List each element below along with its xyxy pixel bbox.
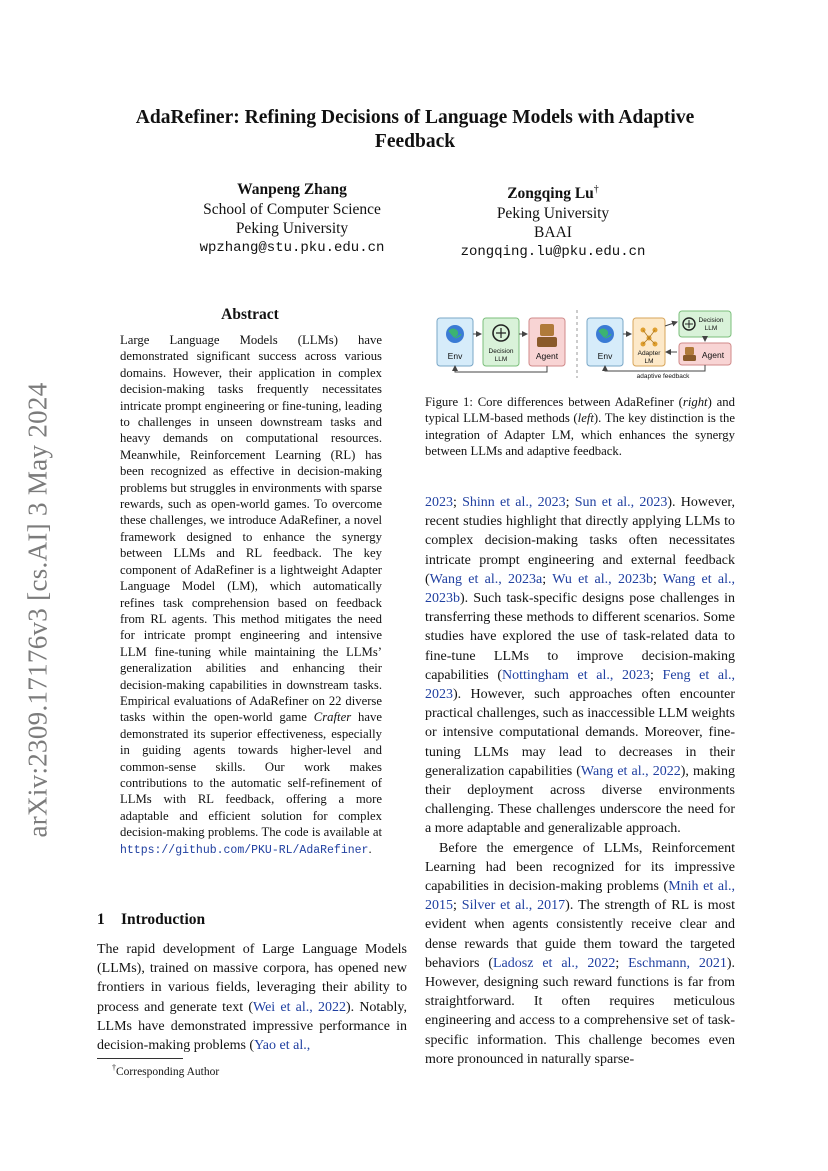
citation-link[interactable]: Wang et al., 2022	[580, 763, 681, 779]
agent-node-left	[529, 318, 565, 366]
svg-text:LLM: LLM	[704, 325, 718, 332]
text-segment: ;	[542, 571, 553, 587]
author-block-1	[162, 180, 422, 258]
svg-text:Agent: Agent	[701, 350, 725, 360]
footnote: †Corresponding Author	[112, 1063, 220, 1078]
section-heading-introduction: 1 Introduction	[97, 911, 206, 928]
decision-llm-node-right	[679, 311, 731, 337]
adaptive-feedback-label: adaptive feedback	[636, 373, 690, 380]
citation-link[interactable]: Shinn et al., 2023	[462, 495, 566, 510]
citation-link[interactable]: Nottingham et al., 2023	[502, 667, 651, 683]
code-url-link[interactable]: https://github.com/PKU-RL/AdaRefiner	[120, 843, 369, 857]
env-node-left	[437, 318, 473, 366]
decision-llm-node-left	[483, 318, 519, 366]
figure-1-caption: Figure 1: Core differences between AdaRefiner (right) and typical LLM-based methods (left). The key distinction is the integration of Adapter LM, which enhances the synergy between LLMs and adaptive feedback.	[425, 395, 736, 459]
text-segment: ). However, such approaches often encounter practical challenges, such as inaccessible LLM weights or intensive computational demands. Moreover, fine-tuning LLMs may lead to decreases in their generalization capabilities (	[425, 687, 735, 779]
svg-text:Env: Env	[597, 351, 613, 361]
citation-link[interactable]: Mnih et al., 2015	[425, 879, 736, 914]
author-affiliation: Peking University	[235, 220, 349, 237]
svg-text:Decision: Decision	[488, 348, 514, 355]
author-name: Zongqing Lu†	[507, 184, 599, 203]
corresponding-mark: †	[593, 184, 599, 195]
citation-link[interactable]: Sun et al., 2023	[574, 495, 668, 510]
text-segment: ;	[565, 495, 575, 510]
author-email[interactable]: wpzhang@stu.pku.edu.cn	[199, 239, 385, 256]
citation-link[interactable]: Wu et al., 2023b	[552, 571, 653, 587]
text-segment: ). However, recent studies highlight that directly applying LLMs to complex decision-making tasks often necessitates intricate prompt engineering and external feedback (	[425, 495, 736, 587]
svg-text:LM: LM	[644, 358, 654, 365]
text-segment: ;	[453, 898, 462, 914]
citation-link[interactable]: Silver et al., 2017	[461, 898, 566, 914]
introduction-text: The rapid development of Large Language Models (LLMs), trained on massive corpora, has opened new frontiers in various fields, leveraging their ability to process and generate text (Wei et al., 2022). Notably, LLMs have demonstrated impressive performance in decision-making problems (Yao et al.,	[97, 942, 408, 1054]
author-email[interactable]: zongqing.lu@pku.edu.cn	[460, 243, 646, 260]
adapter-lm-node	[633, 318, 665, 366]
paragraph	[425, 493, 735, 839]
author-name: Wanpeng Zhang	[237, 181, 347, 198]
text-segment: ). The strength of RL is most evident when agents consistently receive clear and dense rewards that guide them toward the targeted behaviors (	[425, 898, 735, 971]
agent-node-right	[679, 343, 731, 365]
svg-text:Adapter: Adapter	[637, 350, 661, 357]
author-affiliation: School of Computer Science	[203, 200, 381, 218]
citation-link[interactable]: 2023	[425, 495, 453, 510]
author-affiliation: BAAI	[534, 224, 572, 242]
citation-link[interactable]: Wang et al., 2023a	[429, 571, 543, 587]
agent-label: Agent	[535, 351, 559, 361]
text-segment: Before the emergence of LLMs, Reinforcement Learning had been recognized for its impressive capabilities in decision-making problems (	[425, 840, 735, 895]
text-segment: ;	[453, 495, 463, 510]
arxiv-sidebar-stamp	[18, 370, 58, 850]
citation-link[interactable]: Yao et al.,	[254, 1038, 311, 1054]
svg-text:Decision: Decision	[698, 317, 724, 324]
text-segment: ;	[650, 667, 663, 683]
game-name: Crafter	[313, 710, 352, 725]
paper-title: AdaRefiner: Refining Decisions of Language Models with Adaptive Feedback	[135, 107, 695, 152]
text-segment: ;	[615, 955, 629, 971]
citation-link[interactable]: Ladosz et al., 2022	[493, 955, 616, 971]
author-block-2	[423, 180, 683, 262]
abstract-heading: Abstract	[221, 306, 279, 323]
paragraph	[425, 839, 735, 1069]
citation-link[interactable]: Eschmann, 2021	[628, 955, 727, 971]
text-segment: ;	[652, 571, 663, 587]
citation-link[interactable]: Wang et al., 2023b	[425, 571, 736, 607]
svg-text:LLM: LLM	[494, 356, 508, 363]
author-affiliation: Peking University	[496, 204, 610, 222]
text-segment: ). Such task-specific designs pose challenges in transferring these methods to different scenarios. Some studies have explored the use of task-related data to fine-tune LLMs to improve decision-making capabilities (	[425, 591, 735, 683]
arxiv-id: arXiv:2309.17176v3 [cs.AI] 3 May 2024	[22, 382, 53, 838]
abstract-text: Large Language Models (LLMs) have demonstrated significant success across various domains. However, their application in complex decision-making tasks frequently necessitates intricate prompt engineering or fine-tuning, leading to challenges in unseen downstream tasks and heavy demands on computational resources. Meanwhile, Reinforcement Learning (RL) has been recognized as effective in decision-making problems but struggles in environments with sparse rewards, such as open-world games. To overcome these challenges, we introduce AdaRefiner, a novel framework designed to enhance the synergy between LLMs and RL feedback. The key component of AdaRefiner is a lightweight Adapter Language Model (LM), which automatically refines task comprehension based on feedback from RL agents. This method mitigates the need for intricate prompt engineering and intensive LLM fine-tuning while maintaining the LLMs’ generalization abilities and enhancing their decision-making capabilities in downstream tasks. Empirical evaluations of AdaRefiner on 22 diverse tasks within the open-world game Crafter have demonstrated its superior effectiveness, especially in guiding agents towards higher-level and common-sense skills. Our work makes contributions to the automatic self-refinement of LLMs with RL feedback, offering a more adaptable and efficient solution for complex decision-making problems. The code is available at https://github.com/PKU-RL/AdaRefiner.	[120, 333, 383, 857]
right-column-text	[425, 493, 735, 1069]
env-node-right	[587, 318, 623, 366]
citation-link[interactable]: Wei et al., 2022	[253, 999, 346, 1015]
citation-link[interactable]: Feng et al., 2023	[425, 667, 735, 703]
env-label: Env	[447, 351, 463, 361]
footnote-divider	[97, 1058, 183, 1059]
text-segment: ), making their deployment across diverse environments challenging. These challenges underscore the need for a more adaptable and generalizable approach.	[425, 763, 736, 837]
text-segment: ). However, designing such reward functions is far from straightforward. It often requires meticulous engineering and access to a comprehensive set of task-specific information. This challenge becomes even more pronounced in naturally sparse-	[425, 955, 736, 1067]
figure-1-diagram	[425, 308, 735, 380]
